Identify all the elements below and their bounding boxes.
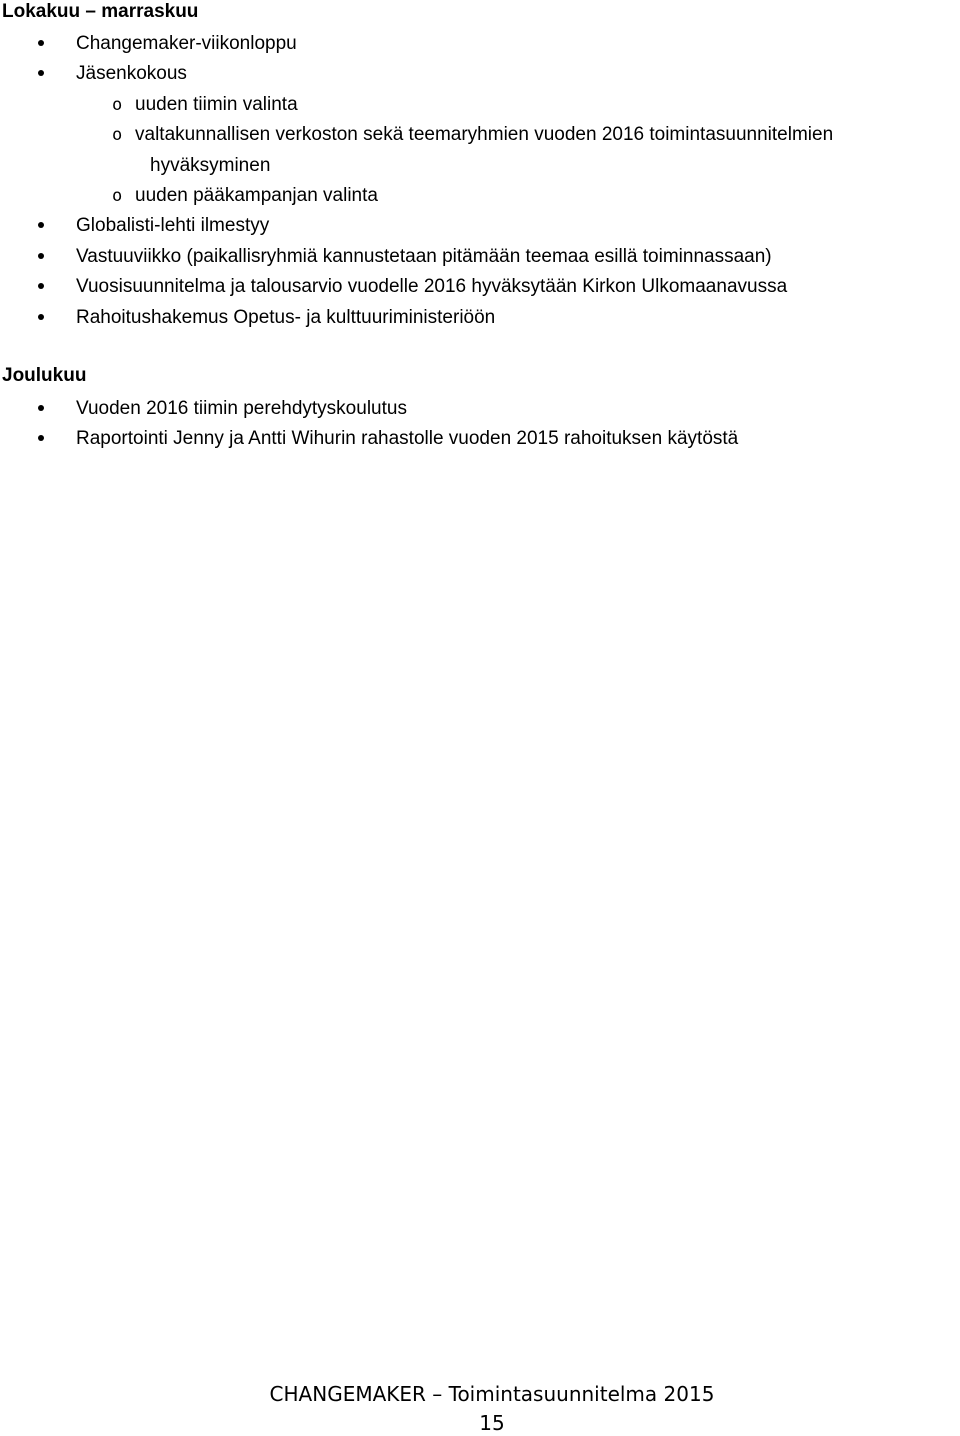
bullet-icon bbox=[38, 40, 44, 46]
list-item-text: Rahoitushakemus Opetus- ja kulttuuriministeriöön bbox=[76, 306, 496, 328]
bullet-icon bbox=[38, 405, 44, 411]
bullet-icon bbox=[38, 222, 44, 228]
bullet-icon bbox=[38, 435, 44, 441]
bullet-icon bbox=[38, 314, 44, 320]
section-heading-joulukuu: Joulukuu bbox=[2, 365, 87, 386]
sub-bullet-icon: o bbox=[112, 185, 123, 206]
sub-list-item-text: hyväksyminen bbox=[150, 154, 271, 176]
list-item-text: Changemaker-viikonloppu bbox=[76, 33, 297, 54]
sub-list-item-text: valtakunnallisen verkoston sekä teemaryhmien vuoden 2016 toimintasuunnitelmien bbox=[135, 124, 834, 146]
bullet-icon bbox=[38, 70, 44, 76]
list-item-text: Globalisti-lehti ilmestyy bbox=[76, 215, 270, 237]
bullet-icon bbox=[38, 253, 44, 259]
sub-list-item-text: uuden pääkampanjan valinta bbox=[135, 184, 378, 206]
sub-list-item-text: uuden tiimin valinta bbox=[135, 93, 298, 115]
sub-bullet-icon: o bbox=[112, 125, 123, 146]
list-item-text: Jäsenkokous bbox=[76, 63, 187, 85]
list-item-text: Vastuuviikko (paikallisryhmiä kannustetaan pitämään teemaa esillä toiminnassaan) bbox=[76, 245, 772, 267]
list-item-text: Raportointi Jenny ja Antti Wihurin rahastolle vuoden 2015 rahoituksen käytöstä bbox=[76, 428, 739, 450]
list-item-text: Vuoden 2016 tiimin perehdytyskoulutus bbox=[76, 398, 407, 419]
section-heading-lokakuu-marraskuu: Lokakuu – marraskuu bbox=[2, 1, 199, 22]
sub-bullet-icon: o bbox=[112, 94, 123, 115]
list-item-text: Vuosisuunnitelma ja talousarvio vuodelle 2016 hyväksytään Kirkon Ulkomaanavussa bbox=[76, 276, 788, 298]
footer-title: CHANGEMAKER – Toimintasuunnitelma 2015 bbox=[269, 1382, 715, 1406]
bullet-icon bbox=[38, 283, 44, 289]
page-number: 15 bbox=[479, 1411, 505, 1435]
